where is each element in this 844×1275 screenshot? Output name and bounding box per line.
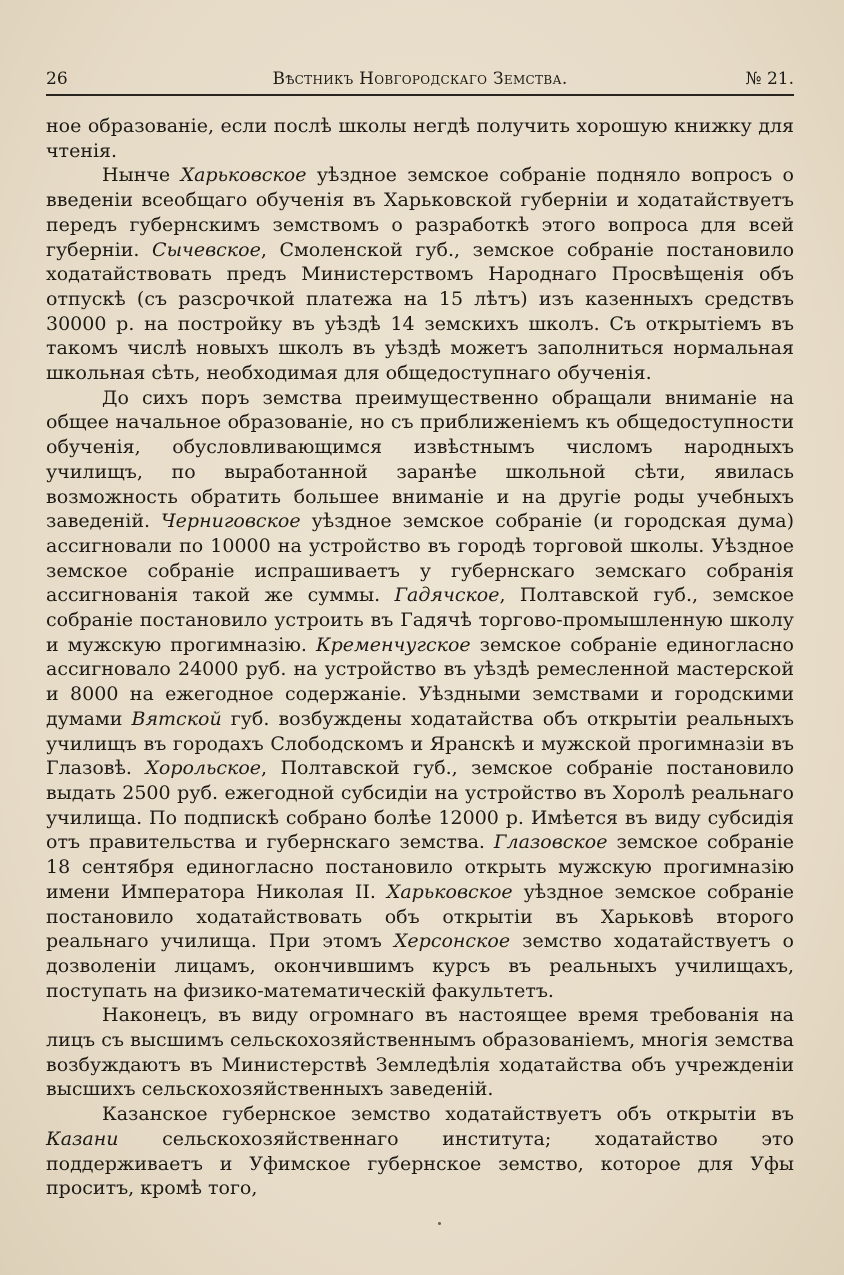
- paragraph-text: губ. возбуждены ходатайства объ открытіи реальныхъ училищъ въ городахъ Слободскомъ и Яранскѣ и мужской прогимназіи въ Глазовѣ.: [46, 707, 794, 780]
- paragraph-text: земское собраніе единогласно ассигновало 24000 руб. на устройство въ уѣздѣ ремесленной мастерской и 8000 на ежегодное содержаніе. Уѣздными земствами и городскими думами: [46, 633, 794, 730]
- article-body: [46, 114, 794, 1201]
- paragraph: [46, 163, 794, 385]
- emphasized-place-name: Черниговское: [160, 510, 301, 533]
- running-header: [46, 66, 794, 92]
- print-speck: [438, 1222, 441, 1225]
- emphasized-place-name: Сычевское: [152, 238, 261, 261]
- paragraph-text: До сихъ поръ земства преимущественно обращали вниманіе на общее начальное образованіе, но съ приближеніемъ къ общедоступности обученія, обусловливающимся извѣстнымъ числомъ народныхъ училищъ, по выработанной заранѣе школьной сѣти, явилась возможность обратить большее вниманіе и на другіе роды учебныхъ заведеній.: [46, 386, 794, 533]
- paragraph-text: Наконецъ, въ виду огромнаго въ настоящее время требованія на лицъ съ высшимъ сельскохозяйственнымъ образованіемъ, многія земства возбуждаютъ въ Министерствѣ Земледѣлія ходатайства объ учрежденіи высшихъ сельскохозяйственныхъ заведеній.: [46, 1004, 794, 1101]
- paragraph-text: земское собраніе 18 сентября единогласно постановило открыть мужскую прогимназію имени Императора Николая II.: [46, 831, 794, 903]
- emphasized-place-name: Кременчугское: [315, 633, 471, 656]
- paragraph: [46, 1003, 794, 1102]
- paragraph-text: , Смоленской губ., земское собраніе постановило ходатайствовать предъ Министерствомъ Народнаго Просвѣщенія объ отпускѣ (съ разсрочкой платежа на 15 лѣтъ) изъ казенныхъ средствъ 30000 р. на постройку въ уѣздѣ 14 земскихъ школъ. Съ открытіемъ въ такомъ числѣ новыхъ школъ въ уѣздѣ можетъ заполниться нормальная школьная сѣть, необходимая для общедоступнаго обученія.: [46, 238, 795, 385]
- paragraph-text: уѣздное земское собраніе (и городская дума) ассигновали по 10000 на устройство въ городѣ торговой школы. Уѣздное земское собраніе испрашиваетъ у губернскаго земскаго собранія ассигнованія такой же суммы.: [46, 510, 794, 607]
- emphasized-place-name: Глазовское: [493, 831, 608, 854]
- paragraph-text: Казанское губернское земство ходатайствуетъ объ открытіи въ: [102, 1103, 794, 1126]
- emphasized-place-name: Гадячское: [394, 584, 500, 607]
- header-rule: [46, 94, 794, 96]
- issue-number: № 21.: [745, 69, 794, 89]
- emphasized-place-name: Вятской: [131, 707, 222, 730]
- paragraph-text: сельскохозяйственнаго института; ходатайство это поддерживаетъ и Уфимское губернское земство, которое для Уфы проситъ, кромѣ того,: [46, 1127, 794, 1200]
- emphasized-place-name: Херсонское: [393, 930, 511, 953]
- emphasized-place-name: Харьковское: [180, 164, 307, 187]
- paragraph: [46, 1102, 794, 1201]
- paragraph: [46, 386, 794, 1004]
- paragraph: [46, 114, 794, 163]
- page-number: 26: [46, 69, 68, 89]
- paragraph-text: ное образованіе, если послѣ школы негдѣ получить хорошую книжку для чтенія.: [46, 115, 794, 162]
- paragraph-text: , Полтавской губ., земское собраніе постановило устроить въ Гадячѣ торгово-промышленную школу и мужскую прогимназію.: [46, 584, 794, 656]
- paragraph-text: Нынче: [102, 164, 181, 187]
- emphasized-place-name: Хорольское: [145, 757, 262, 780]
- journal-title: Вѣстникъ Новгородскаго Земства.: [272, 69, 568, 89]
- paragraph-text: уѣздное земское собраніе подняло вопросъ о введеніи всеобщаго обученія въ Харьковской губерніи и ходатайствуетъ передъ губернскимъ земствомъ о разработкѣ этого вопроса для всей губерніи.: [46, 164, 794, 261]
- emphasized-place-name: Казани: [46, 1127, 119, 1150]
- paragraph-text: уѣздное земское собраніе постановило ходатайствовать объ открытіи въ Харьковѣ второго реальнаго училища. При этомъ: [46, 880, 794, 953]
- paragraph-text: , Полтавской губ., земское собраніе постановило выдать 2500 руб. ежегодной субсидіи на устройство въ Хоролѣ реальнаго училища. По подпискѣ собрано болѣе 12000 р. Имѣется въ виду субсидія отъ правительства и губернскаго земства.: [46, 757, 794, 854]
- emphasized-place-name: Харьковское: [386, 880, 513, 903]
- paragraph-text: земство ходатайствуетъ о дозволеніи лицамъ, окончившимъ курсъ въ реальныхъ училищахъ, поступать на физико-математическій факультетъ.: [46, 930, 795, 1002]
